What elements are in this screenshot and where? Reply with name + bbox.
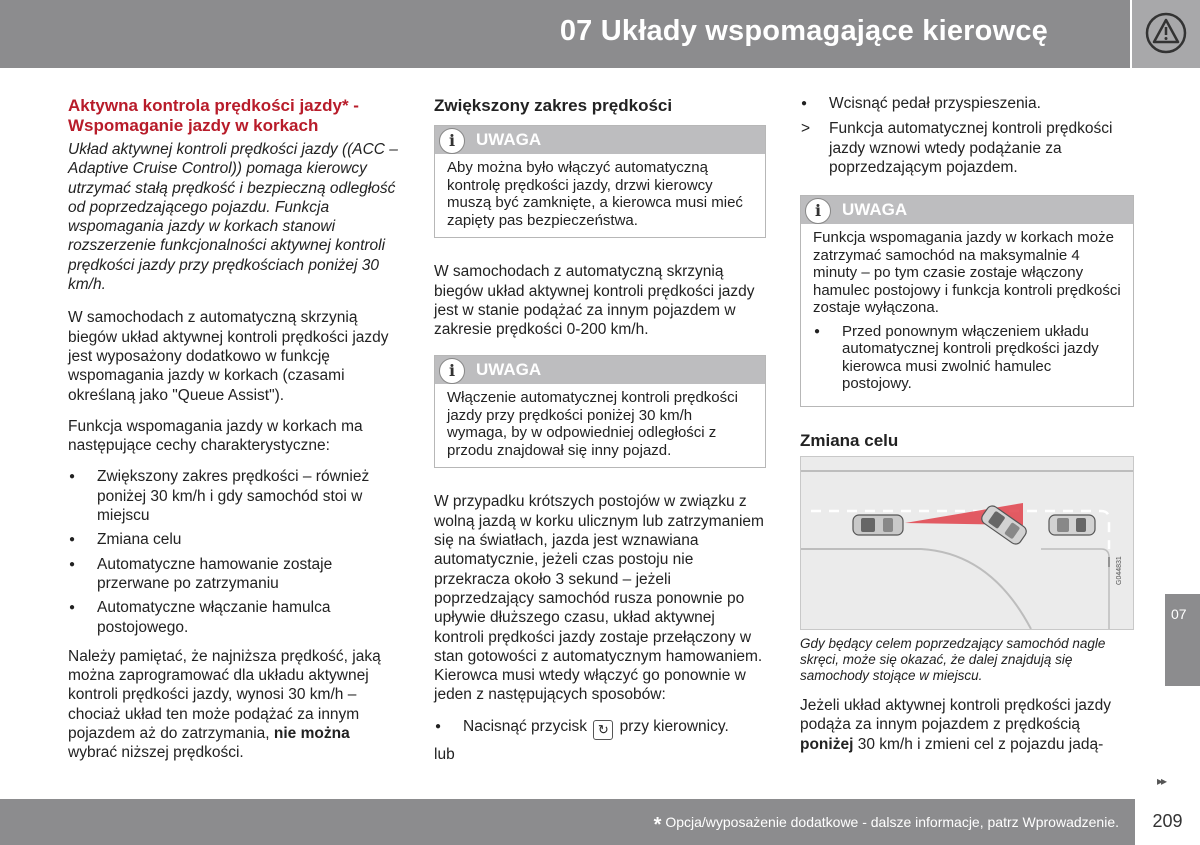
- list-item: ● Automatyczne hamowanie zostaje przerwane po zatrzymaniu: [68, 555, 398, 594]
- paragraph: [800, 696, 1134, 754]
- feature-list: [68, 467, 398, 636]
- note-title: UWAGA: [842, 200, 908, 220]
- note-list: [813, 323, 1121, 393]
- chapter-title: 07 Układy wspomagające kierowcę: [559, 15, 1048, 47]
- text-span: Jeżeli układ aktywnej kontroli prędkości jazdy podąża za innym pojazdem z prędkością: [800, 696, 1112, 734]
- page-number: 209: [1135, 799, 1200, 845]
- list-item: ● Wcisnąć pedał przyspieszenia.: [800, 94, 1134, 113]
- bold-text: poniżej: [800, 735, 854, 753]
- text-span: Należy pamiętać, że najniższa prędkość, jaką można zaprogramować dla układu aktywnej kontroli prędkości jazdy, wynosi 30 km/h – chociaż układ ten może podążać za innym pojazdem aż do zatrzymania,: [68, 647, 381, 743]
- note-box: [800, 195, 1134, 407]
- stationary-car: [1049, 515, 1095, 535]
- bold-text: nie można: [273, 725, 350, 743]
- note-box: [434, 355, 766, 468]
- chapter-header: [0, 0, 1130, 68]
- page-footer: [0, 799, 1135, 845]
- continued-arrows-icon: ▸▸: [1157, 774, 1166, 788]
- note-body: [801, 224, 1133, 406]
- chapter-tab-label: 07: [1171, 606, 1187, 622]
- text-span: przy kierownicy.: [619, 717, 729, 735]
- list-item: ● Zmiana celu: [68, 530, 398, 549]
- paragraph: W przypadku krótszych postojów w związku z wolną jazdą w korku ulicznym lub zatrzymaniem się na światłach, jazda jest wznawiana automatycznie, jeżeli czas postoju nie przekracza około 3 sekund – jeżeli poprzedzający samochód rusza ponownie po upływie dłuższego czasu, układ aktywnej kontroli prędkości jazdy zostaje przełączony w stan gotowości z automatycznym hamowaniem. Kierowca musi wtedy włączyć go ponownie w jeden z następujących sposobów:: [434, 493, 764, 704]
- figure-code: G044831: [1116, 556, 1123, 585]
- column-2: [434, 96, 766, 764]
- note-header: [801, 196, 1133, 224]
- paragraph: W samochodach z automatyczną skrzynią biegów układ aktywnej kontroli prędkości jazdy jest wyposażony dodatkowo w funkcję wspomagania jazdy w korkach (czasami określaną jako "Queue Assist").: [68, 309, 389, 404]
- subheading: Zmiana celu: [800, 430, 899, 450]
- resume-button-icon: ↻: [593, 720, 613, 740]
- note-box: [434, 125, 766, 238]
- section-title: Aktywna kontrola prędkości jazdy* - Wspomaganie jazdy w korkach: [68, 96, 359, 135]
- footer-text: Opcja/wyposażenie dodatkowe - dalsze informacje, patrz Wprowadzenie.: [665, 814, 1119, 830]
- note-title: UWAGA: [476, 360, 542, 380]
- list-item: ● Zwiększony zakres prędkości – również poniżej 30 km/h i gdy samochód stoi w miejscu: [68, 467, 398, 525]
- note-header: [435, 126, 765, 154]
- note-text: Aby można było włączyć automatyczną kontrolę prędkości jazdy, drzwi kierowcy muszą być zamknięte, a kierowca musi mieć zapięty pas bezpieczeństwa.: [447, 159, 743, 229]
- paragraph: [68, 647, 398, 763]
- result-item: > Funkcja automatycznej kontroli prędkości jazdy wznowi wtedy podążanie za poprzedzającym pojazdem.: [800, 119, 1134, 177]
- list-item: [434, 717, 766, 740]
- road-diagram: [801, 457, 1133, 629]
- own-car: [853, 515, 903, 535]
- resume-list-continued: [800, 94, 1134, 113]
- info-icon: i: [805, 198, 831, 224]
- figure-caption: Gdy będący celem poprzedzający samochód nagle skręci, może się okazać, że dalej znajdują się samochody stojące w miejscu.: [800, 635, 1106, 683]
- chapter-tab: [1165, 594, 1200, 686]
- column-1: [68, 96, 398, 775]
- paragraph: W samochodach z automatyczną skrzynią biegów układ aktywnej kontroli prędkości jazdy jest w stanie podążać za innym pojazdem w zakresie prędkości 0-200 km/h.: [434, 263, 755, 339]
- target-change-illustration: [800, 456, 1134, 630]
- column-3: [800, 94, 1134, 766]
- chapter-icon-box: [1132, 0, 1200, 68]
- info-icon: i: [439, 358, 465, 384]
- footer-note: [654, 814, 1119, 837]
- resume-list: [434, 717, 766, 740]
- intro-paragraph: Układ aktywnej kontroli prędkości jazdy ((ACC – Adaptive Cruise Control)) pomaga kierowcy utrzymać stałą prędkość i bezpieczną odległość od poprzedzającego pojazdu. Funkcja wspomagania jazdy w korkach stanowi rozszerzenie funkcjonalności aktywnej kontroli prędkości jazdy przy prędkościach poniżej 30 km/h.: [68, 141, 398, 294]
- info-icon: i: [439, 128, 465, 154]
- text-span: 30 km/h i zmieni cel z pojazdu jadą-: [853, 735, 1104, 753]
- note-title: UWAGA: [476, 130, 542, 150]
- list-item: ● Przed ponownym włączeniem układu automatycznej kontroli prędkości jazdy kierowca musi zwolnić hamulec postojowy.: [813, 323, 1121, 393]
- text-span: wybrać niższej prędkości.: [68, 744, 244, 762]
- result-list: [800, 119, 1134, 177]
- warning-triangle-icon: [1145, 12, 1187, 54]
- note-header: [435, 356, 765, 384]
- paragraph: Funkcja wspomagania jazdy w korkach ma następujące cechy charakterystyczne:: [68, 417, 363, 455]
- or-text: lub: [434, 745, 455, 763]
- subheading: Zwiększony zakres prędkości: [434, 96, 673, 115]
- note-text: Włączenie automatycznej kontroli prędkości jazdy przy prędkości poniżej 30 km/h wymaga, by w odpowiedniej odległości z przodu znajdował się inny pojazd.: [447, 389, 738, 459]
- list-item: ● Automatyczne włączanie hamulca postojowego.: [68, 598, 398, 637]
- note-text: Funkcja wspomagania jazdy w korkach może zatrzymać samochód na maksymalnie 4 minuty – po tym czasie zostaje włączony hamulec postojowy i funkcja kontroli prędkości zostaje wyłączona.: [813, 229, 1121, 317]
- text-span: Nacisnąć przycisk: [463, 717, 588, 735]
- asterisk: *: [653, 814, 662, 836]
